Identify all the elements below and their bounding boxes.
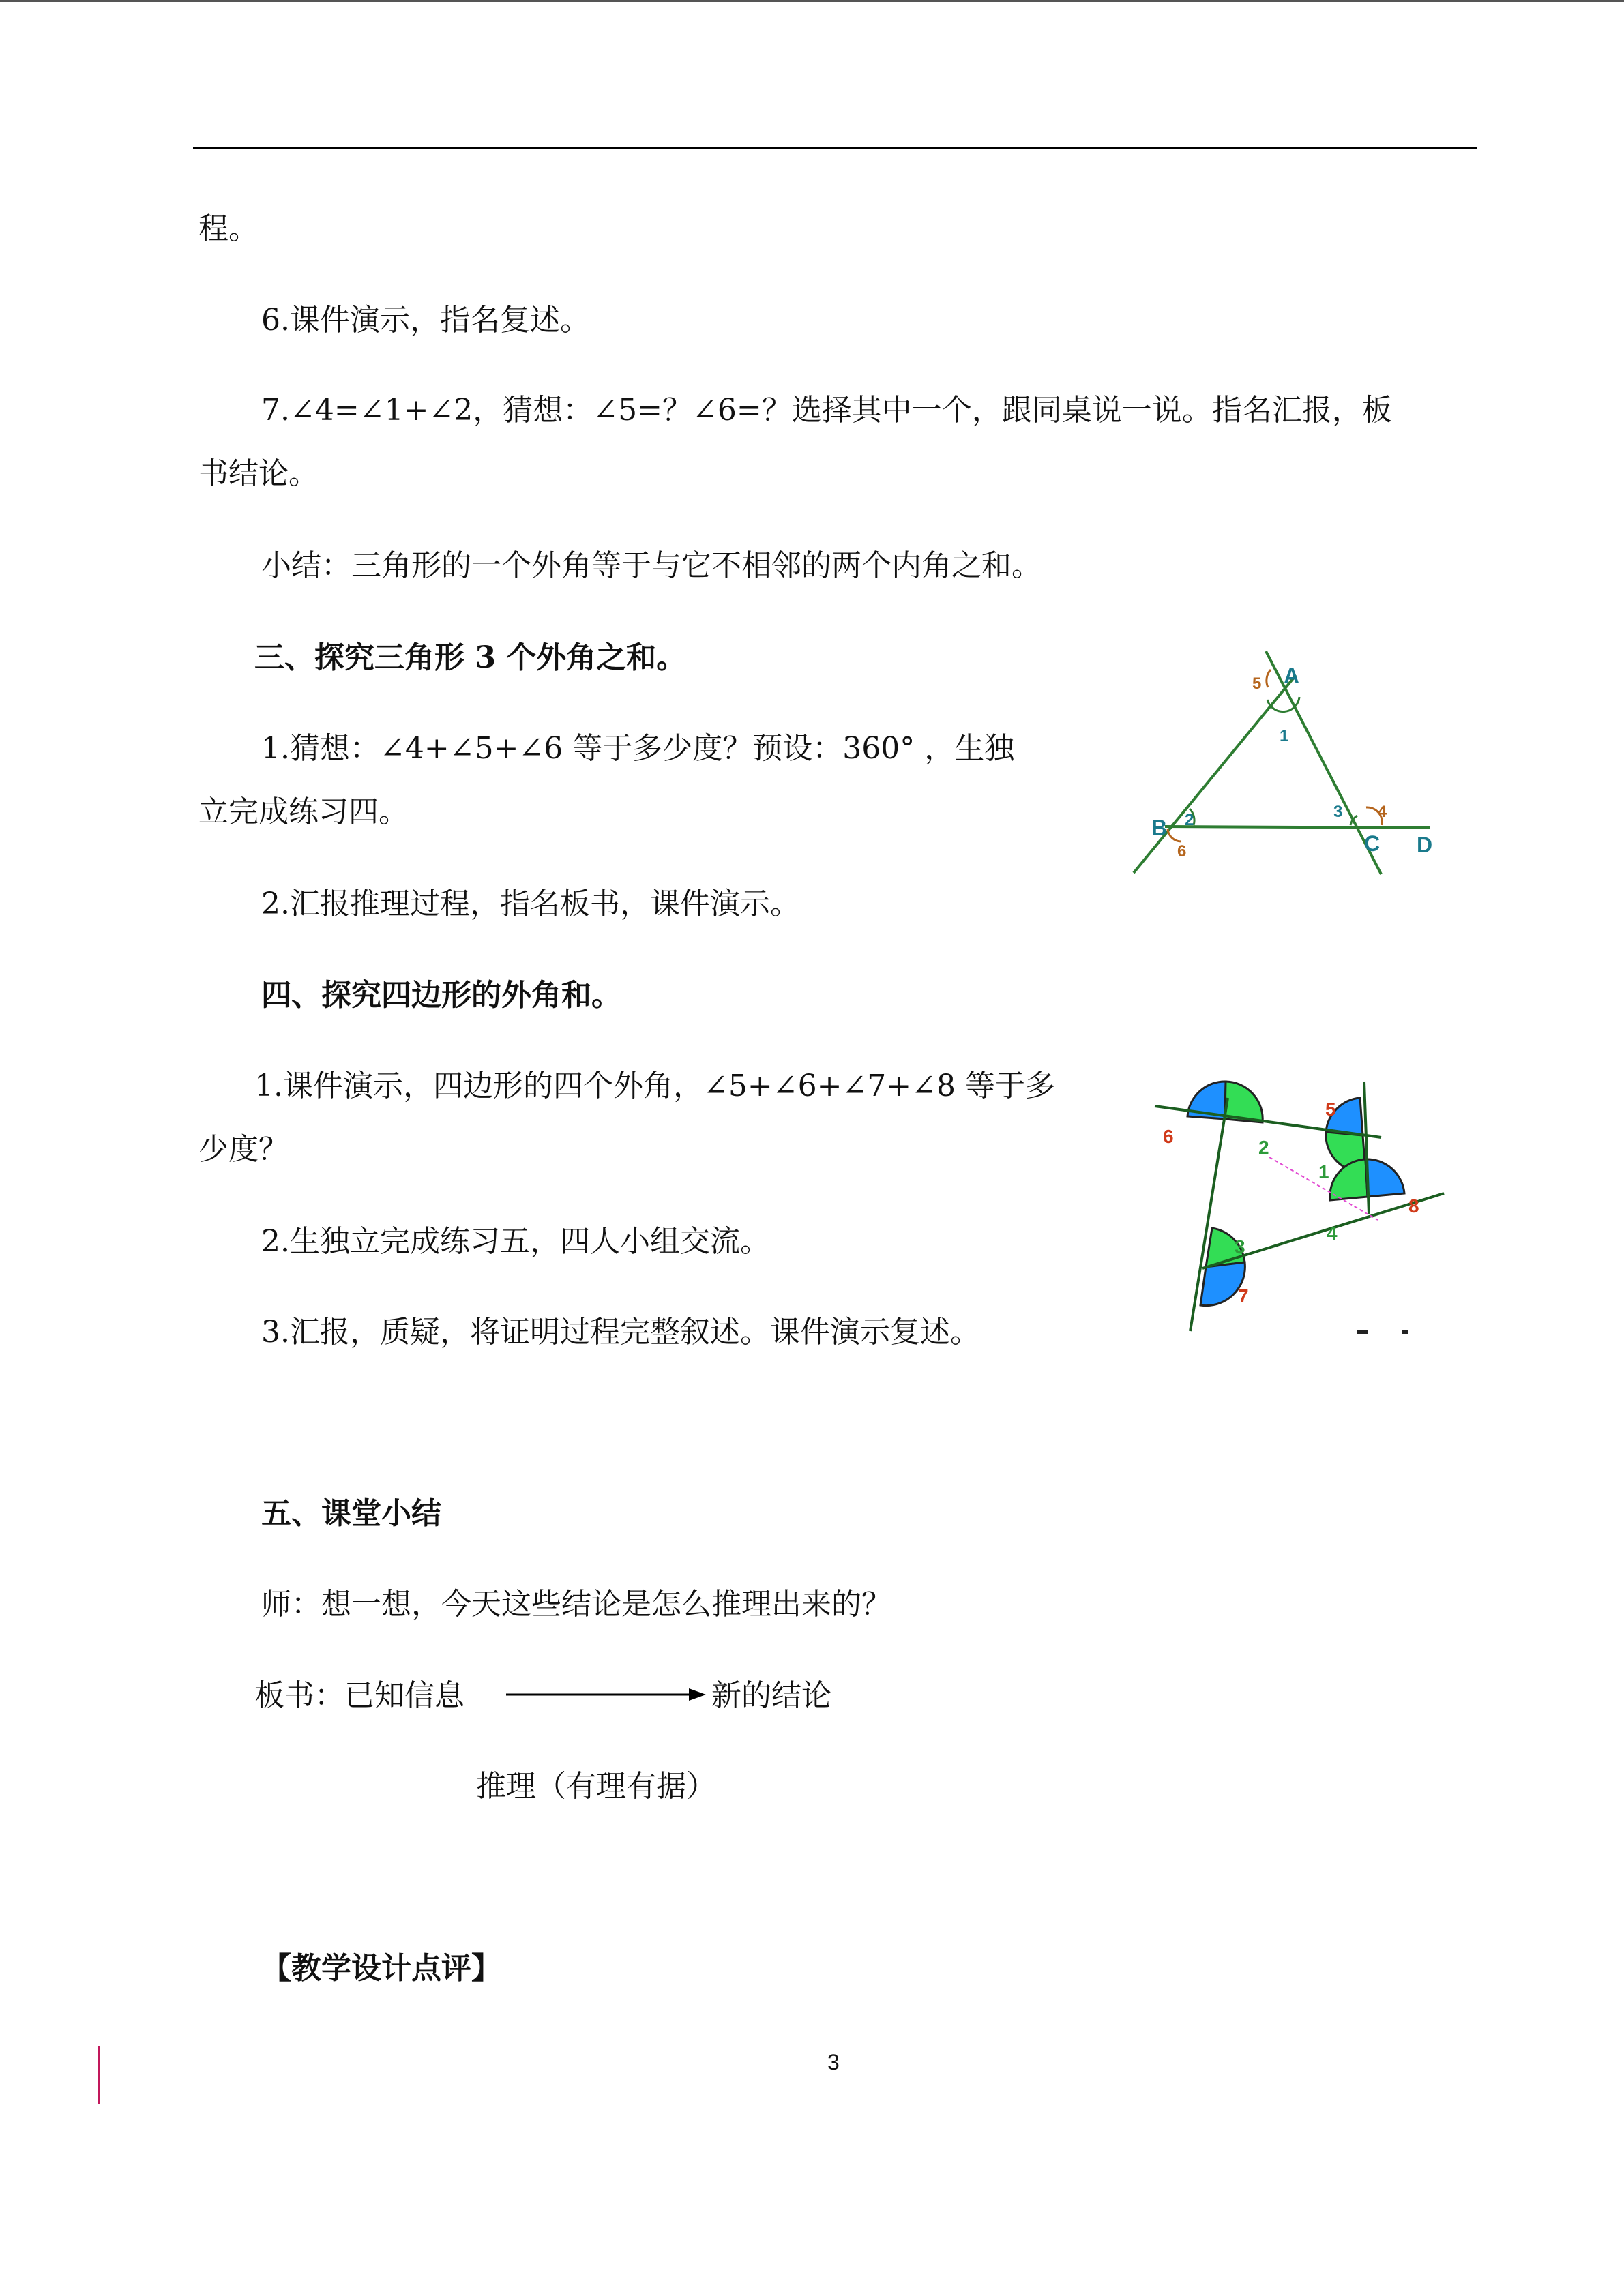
review-heading: 【教学设计点评】 [261,1951,501,1986]
clipped-mark [1402,1330,1408,1334]
teacher-question: 师：想一想，今天这些结论是怎么推理出来的？ [261,1587,891,1622]
angle-2-label: 2 [1185,811,1194,829]
angle-2-label: 2 [1258,1137,1269,1158]
angle-8-wedge [1365,1159,1404,1197]
quadrilateral-exterior-angles-figure [1149,1077,1449,1337]
section-3-step1-line1: 1.猜想：∠4+∠5+∠6 等于多少度？预设：360° ，生独 [261,731,1015,766]
triangle-side-b-a [1134,675,1296,873]
section-5-heading: 五、课堂小结 [261,1496,441,1531]
margin-change-bar [98,2046,100,2104]
section-4-heading: 四、探究四边形的外角和。 [261,978,621,1013]
step-6: 6.课件演示，指名复述。 [261,303,590,338]
angle-8-label: 8 [1408,1195,1419,1217]
angle-4-label: 4 [1378,803,1387,821]
step-7-line2: 书结论。 [198,456,319,491]
board-known-info: 板书：已知信息 [254,1678,464,1713]
angle-6-label: 6 [1163,1126,1174,1147]
section-4-step1-line1: 1.课件演示，四边形的四个外角，∠5+∠6+∠7+∠8 等于多 [254,1069,1056,1103]
angle-4-wedge [1330,1159,1368,1200]
board-reasoning: 推理（有理有据） [476,1769,716,1804]
point-d-label: D [1417,833,1433,857]
angle-3-label: 3 [1235,1236,1245,1257]
board-new-conclusion: 新的结论 [711,1678,831,1713]
section-3-step2: 2.汇报推理过程，指名板书，课件演示。 [261,886,800,921]
vertex-b-label: B [1151,816,1168,840]
section-4-step3: 3.汇报，质疑，将证明过程完整叙述。课件演示复述。 [261,1315,980,1350]
vertex-a-label: A [1284,664,1300,688]
section-3-heading: 三、探究三角形 3 个外角之和。 [254,640,687,675]
step-7-line1: 7.∠4=∠1+∠2，猜想：∠5=？∠6=？选择其中一个，跟同桌说一说。指名汇报，板 [261,393,1392,428]
header-rule [193,147,1477,149]
triangle-side-b-d [1165,826,1430,828]
arrow-head-icon [689,1688,706,1701]
angle-7-label: 7 [1238,1285,1249,1307]
angle-5-label: 5 [1252,674,1262,693]
paragraph-continuation: 程。 [198,211,259,246]
triangle-exterior-angles-figure [1119,641,1446,880]
page-number: 3 [827,2050,840,2074]
angle-1-label: 1 [1318,1161,1329,1182]
page-top-border [0,0,1624,2]
section-3-step1-line2: 立完成练习四。 [198,794,409,829]
section-4-step1-line2: 少度？ [198,1132,289,1167]
angle-4-label: 4 [1327,1223,1338,1244]
vertex-c-label: C [1364,831,1381,856]
angle-6-label: 6 [1177,842,1187,861]
angle-5-label: 5 [1325,1099,1336,1120]
summary-text: 小结：三角形的一个外角等于与它不相邻的两个内角之和。 [261,548,1042,583]
section-4-step2: 2.生独立完成练习五，四人小组交流。 [261,1224,770,1259]
clipped-mark [1357,1330,1368,1334]
angle-1-label: 1 [1280,727,1289,745]
angle-6-arc [1168,829,1181,841]
angle-3-label: 3 [1333,803,1343,821]
board-arrow [505,1684,709,1705]
angle-5-arc [1267,670,1271,687]
